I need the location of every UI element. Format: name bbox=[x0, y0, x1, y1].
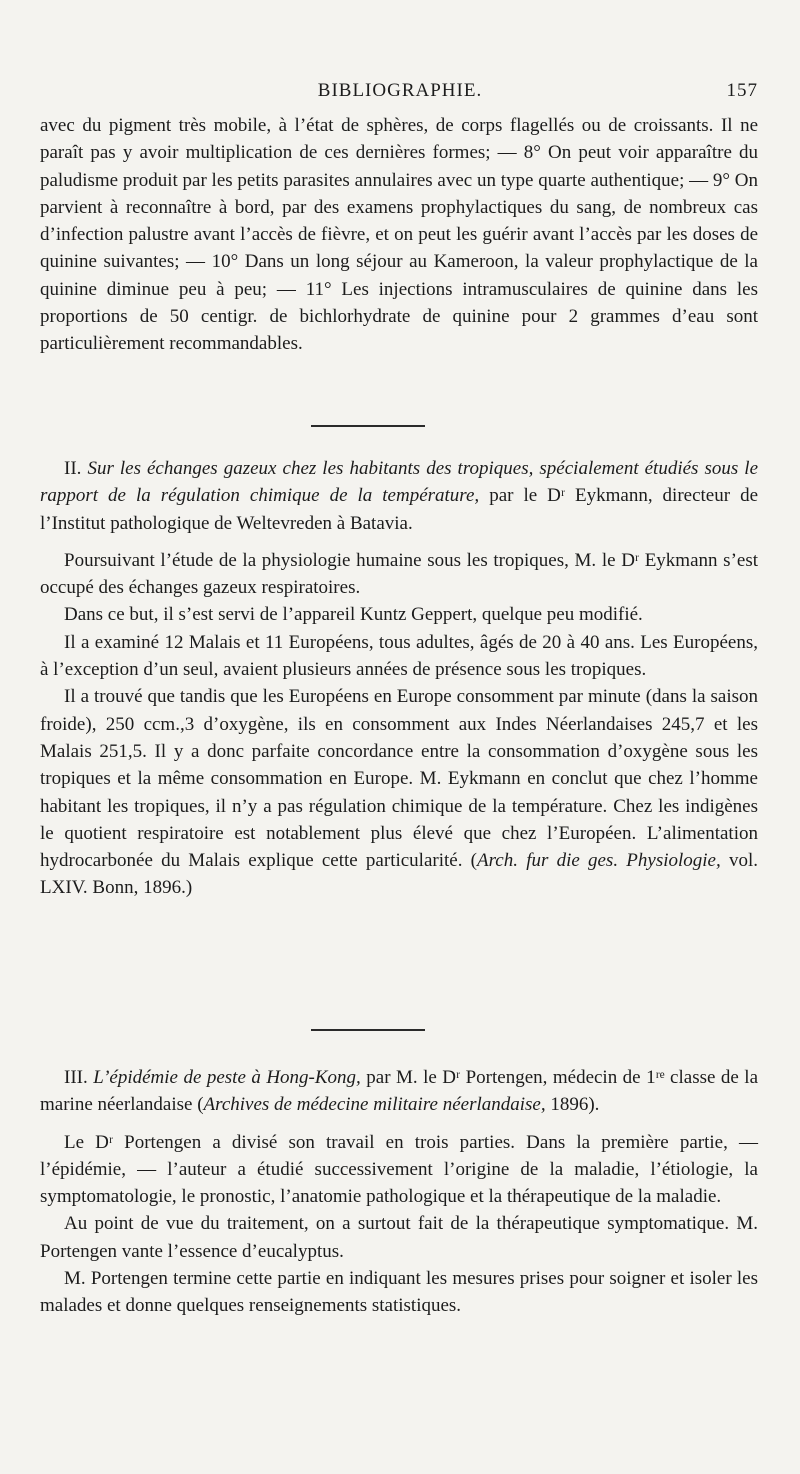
section-2-byline: par le Dʳ Eykmann, directeur de l’Institut pathologique de Weltevreden à Batavia. bbox=[40, 485, 758, 534]
section-2-paragraph: Poursuivant l’étude de la physiologie humaine sous les tropiques, M. le Dʳ Eykmann s’est occupé des échanges gazeux respiratoires. bbox=[40, 549, 758, 599]
intro-paragraph: avec du pigment très mobile, à l’état de sphères, de corps flagellés ou de croissants. Il ne paraît pas y avoir multiplication de ces dernières formes; — 8° On peut voir apparaître du paludisme produit par les petits parasites annulaires avec un type quarte authentique; — 9° On parvient à reconnaître à bord, par des examens prophylactiques du sang, de nombreux cas d’infection palustre avant l’accès de fièvre, et on peut les guérir avant l’accès par les doses de quinine suivantes; — 10° Dans un long séjour au Kameroon, la valeur prophylactique de la quinine diminue peu à peu; — 11° Les injections intramusculaires de quinine dans les proportions de 50 centigr. de bichlorhydrate de quinine pour 2 grammes d’eau sont particulièrement recommandables. bbox=[40, 115, 758, 355]
section-divider bbox=[311, 425, 425, 427]
section-3 bbox=[40, 1064, 758, 1320]
section-2-citation: vol. LXIV. Bonn, 1896.) bbox=[40, 850, 758, 899]
section-3-paragraph: M. Portengen termine cette partie en indiquant les mesures prises pour soigner et isoler les malades et donne quelques renseignements statistiques. bbox=[40, 1268, 758, 1317]
section-divider bbox=[311, 1029, 425, 1031]
intro-block bbox=[40, 112, 758, 358]
section-3-byline-end: 1896). bbox=[545, 1094, 600, 1116]
section-3-journal: Archives de médecine militaire néerlandaise, bbox=[203, 1094, 546, 1116]
section-2-paragraph: Il a examiné 12 Malais et 11 Européens, tous adultes, âgés de 20 à 40 ans. Les Européens, à l’exception d’un seul, avaient plusieurs années de présence sous les tropiques. bbox=[40, 631, 758, 681]
section-2-title: Sur les échanges gazeux chez les habitants des tropiques, spécialement étudiés sous le rapport de la régulation chimique de la température, bbox=[40, 458, 759, 507]
section-2-journal: Arch. fur die ges. Physiologie, bbox=[477, 850, 721, 872]
section-2-paragraph bbox=[40, 683, 758, 901]
page-number: 157 bbox=[726, 80, 758, 101]
section-2-paragraph: Dans ce but, il s’est servi de l’appareil Kuntz Geppert, quelque peu modifié. bbox=[64, 604, 643, 626]
section-2-numeral: II. bbox=[64, 458, 82, 479]
section-3-byline: par M. le Dʳ Portengen, médecin de 1ʳᵉ classe de la marine néerlandaise ( bbox=[40, 1067, 758, 1116]
header-title: BIBLIOGRAPHIE. bbox=[317, 80, 483, 101]
section-2-text: Il a trouvé que tandis que les Européens en Europe consomment par minute (dans la saison froide), 250 ccm.,3 d’oxygène, ils en consomment aux Indes Néerlandaises 245,7 et les Malais 251,5. Il y a donc parfaite concordance entre la consommation d’oxygène sous les tropiques et la même consommation en Europe. M. Eykmann en conclut que chez l’homme habitant les tropiques, il n’y a pas régulation chimique de la température. Chez les indigènes le quotient respiratoire est notablement plus élevé que chez l’Européen. L’alimentation hydrocarbonée du Malais explique cette particularité. ( bbox=[40, 686, 758, 872]
section-2-heading bbox=[40, 455, 758, 537]
section-3-paragraph: Le Dʳ Portengen a divisé son travail en trois parties. Dans la première partie, — l’épidémie, — l’auteur a étudié successivement l’origine de la maladie, l’étiologie, la symptomatologie, le pronostic, l’anatomie pathologique et la thérapeutique de la maladie. bbox=[40, 1131, 758, 1208]
section-3-title: L’épidémie de peste à Hong-Kong, bbox=[93, 1067, 361, 1088]
section-3-heading bbox=[40, 1064, 758, 1119]
section-3-numeral: III. bbox=[64, 1067, 88, 1088]
section-3-paragraph: Au point de vue du traitement, on a surtout fait de la thérapeutique symptomatique. M. Portengen vante l’essence d’eucalyptus. bbox=[40, 1213, 758, 1262]
running-header bbox=[0, 80, 800, 106]
section-2 bbox=[40, 455, 758, 902]
